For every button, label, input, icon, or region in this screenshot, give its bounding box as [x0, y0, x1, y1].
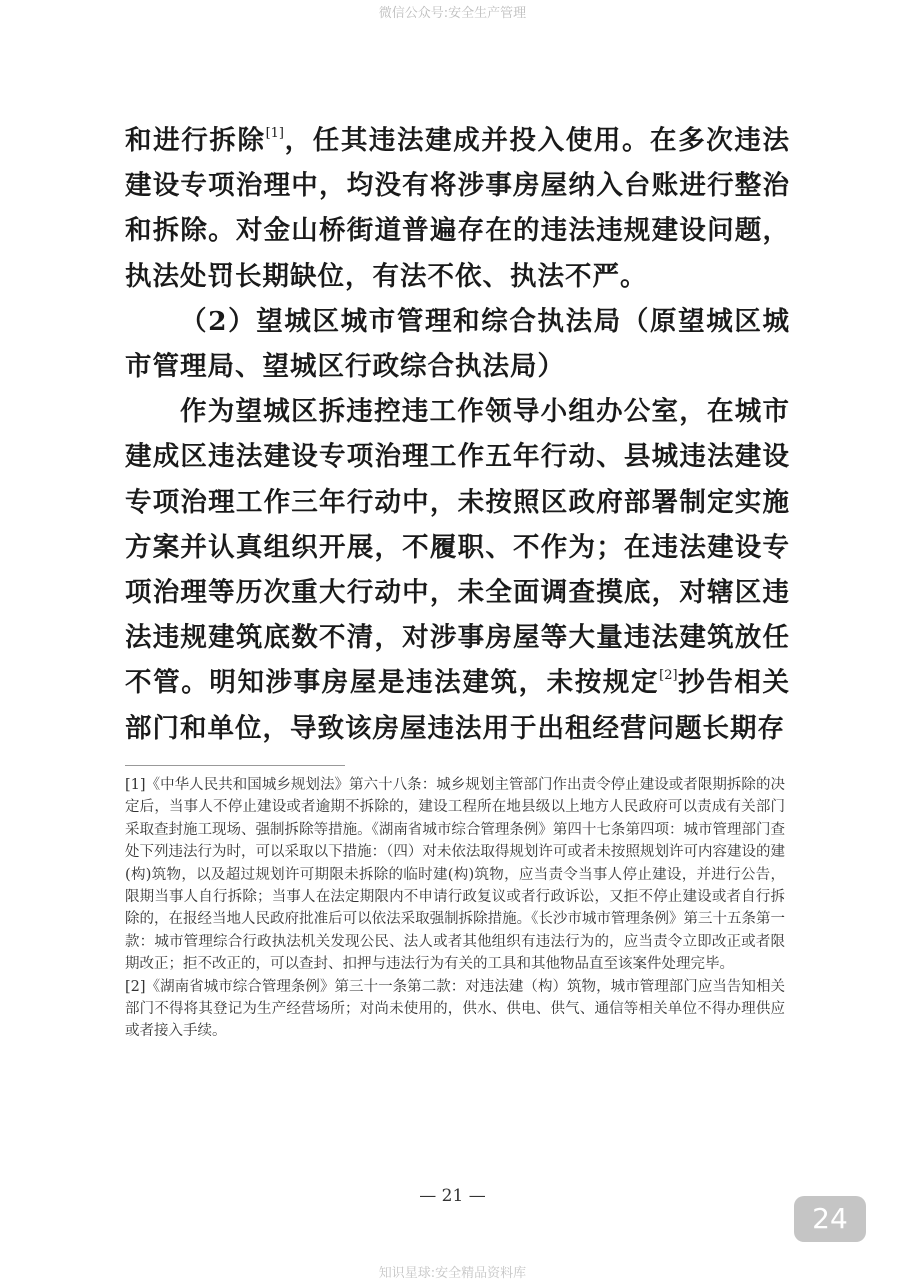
- footnote-divider: [125, 765, 345, 766]
- watermark-bottom: 知识星球:安全精品资料库: [378, 1266, 527, 1281]
- page-number: — 21 —: [419, 1186, 486, 1206]
- footnotes: [125, 774, 785, 1043]
- body-text: [125, 118, 790, 751]
- footnote-2: [2]《湖南省城市综合管理条例》第三十一条第二款：对违法建（构）筑物，城市管理部门应当告知相关部门不得将其登记为生产经营场所；对尚未使用的，供水、供电、供气、通信等相关单位不得办理供应或者接入手续。: [125, 978, 785, 1040]
- footnote-1: [1]《中华人民共和国城乡规划法》第六十八条：城乡规划主管部门作出责令停止建设或者限期拆除的决定后，当事人不停止建设或者逾期不拆除的，建设工程所在地县级以上地方人民政府可以责成有关部门采取查封施工现场、强制拆除等措施。《湖南省城市综合管理条例》第四十七条第四项：城市管理部门查处下列违法行为时，可以采取以下措施：（四）对未依法取得规划许可或者未按照规划许可内容建设的建(构)筑物，以及超过规划许可期限未拆除的临时建(构)筑物，应当责令当事人停止建设，并进行公告，限期当事人自行拆除；当事人在法定期限内不申请行政复议或者行政诉讼，又拒不停止建设或者自行拆除的，在报经当地人民政府批准后可以依法采取强制拆除措施。《长沙市城市管理条例》第三十五条第一款：城市管理综合行政执法机关发现公民、法人或者其他组织有违法行为的，应当责令立即改正或者限期改正；拒不改正的，可以查封、扣押与违法行为有关的工具和其他物品直至该案件处理完毕。: [125, 777, 785, 973]
- paragraph-1-part-b: ，任其违法建成并投入使用。在多次违法建设专项治理中，均没有将涉事房屋纳入台账进行整治和拆除。对金山桥街道普遍存在的违法违规建设问题，执法处罚长期缺位，有法不依、执法不严。: [125, 125, 791, 292]
- page-count-badge[interactable]: 24: [794, 1196, 866, 1242]
- section-heading: （2）望城区城市管理和综合执法局（原望城区城市管理局、望城区行政综合执法局）: [125, 305, 790, 383]
- paragraph-2: [125, 389, 790, 751]
- paragraph-2-part-b: 抄告相关部门和单位，导致该房屋违法用于出租经营问题长期存: [125, 667, 791, 744]
- paragraph-1: [125, 118, 790, 299]
- paragraph-2-part-a: 作为望城区拆违控违工作领导小组办公室，在城市建成区违法建设专项治理工作五年行动、县城违法建设专项治理工作三年行动中，未按照区政府部署制定实施方案并认真组织开展，不履职、不作为；在违法建设专项治理等历次重大行动中，未全面调查摸底，对辖区违法违规建筑底数不清，对涉事房屋等大量违法建筑放任不管。明知涉事房屋是违法建筑，未按规定: [125, 396, 790, 699]
- footnote-ref-1[interactable]: [1]: [265, 126, 284, 141]
- footnote-ref-2[interactable]: [2]: [659, 668, 678, 684]
- paragraph-1-part-a: 和进行拆除: [125, 125, 266, 156]
- watermark-top: 微信公众号:安全生产管理: [378, 6, 527, 21]
